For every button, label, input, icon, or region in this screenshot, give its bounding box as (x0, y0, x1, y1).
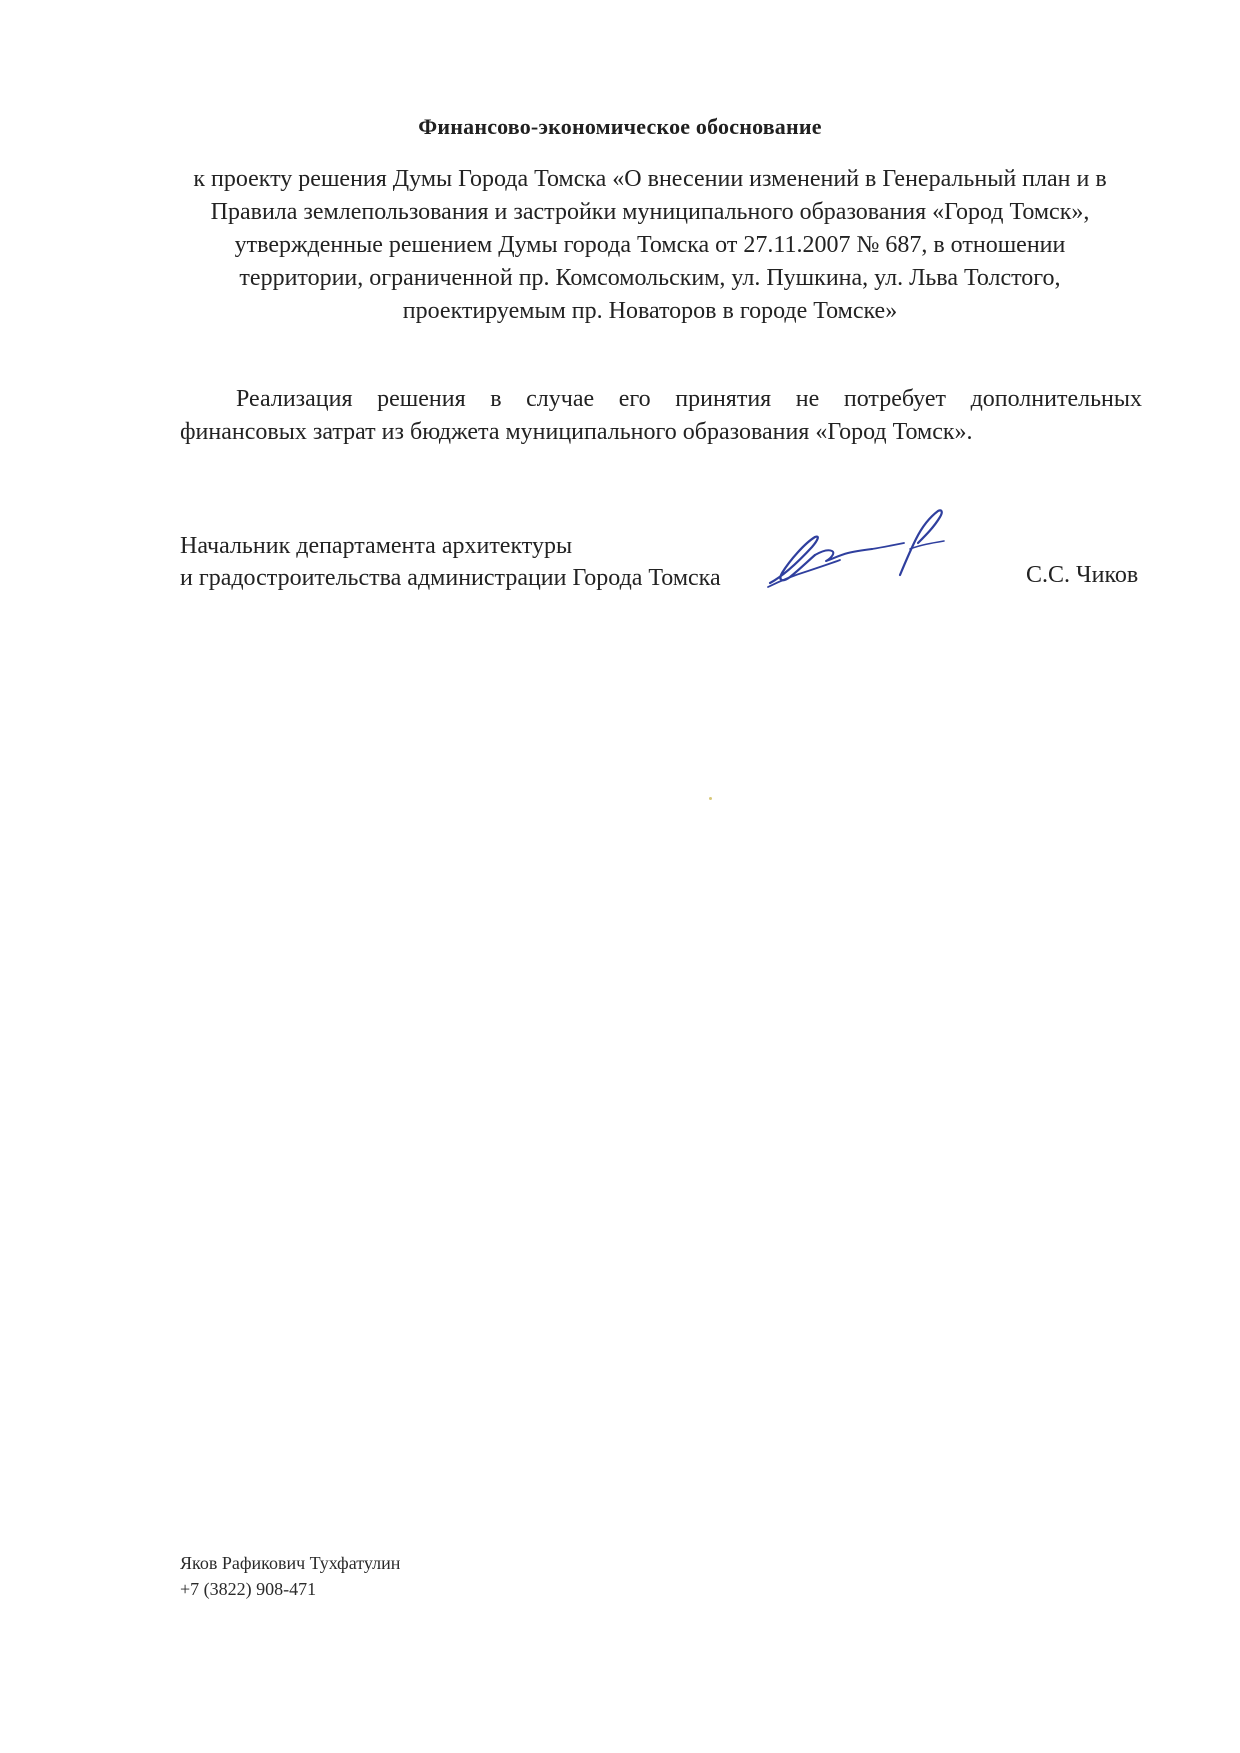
document-subject (170, 163, 1130, 328)
subject-line: проектируемым пр. Новаторов в городе Томске» (402, 298, 898, 324)
subject-line: Правила землепользования и застройки муниципального образования «Город Томск», (210, 199, 1090, 225)
signer-position (180, 530, 721, 594)
subject-line: утвержденные решением Думы города Томска от 27.11.2007 № 687, в отношении (234, 232, 1066, 258)
subject-line: территории, ограниченной пр. Комсомольским, ул. Пушкина, ул. Льва Толстого, (239, 265, 1061, 291)
signer-position-line: и градостроительства администрации Города Томска (180, 565, 721, 591)
contact-name: Яков Рафикович Тухфатулин (180, 1553, 401, 1573)
footer-contact (180, 1550, 400, 1602)
signer-name: С.С. Чиков (1026, 562, 1139, 588)
signer-position-line: Начальник департамента архитектуры (180, 533, 573, 559)
subject-line: к проекту решения Думы Города Томска «О внесении изменений в Генеральный план и в (193, 166, 1107, 192)
contact-phone: +7 (3822) 908-471 (180, 1579, 317, 1599)
body-line: Реализация решения в случае его принятия не потребует дополнительных (236, 386, 1142, 412)
scan-artifact (709, 797, 712, 800)
body-paragraph (180, 383, 1142, 449)
handwritten-signature-icon (760, 505, 970, 595)
body-line: финансовых затрат из бюджета муниципального образования «Город Томск». (180, 419, 973, 445)
document-title: Финансово-экономическое обоснование (418, 114, 822, 139)
